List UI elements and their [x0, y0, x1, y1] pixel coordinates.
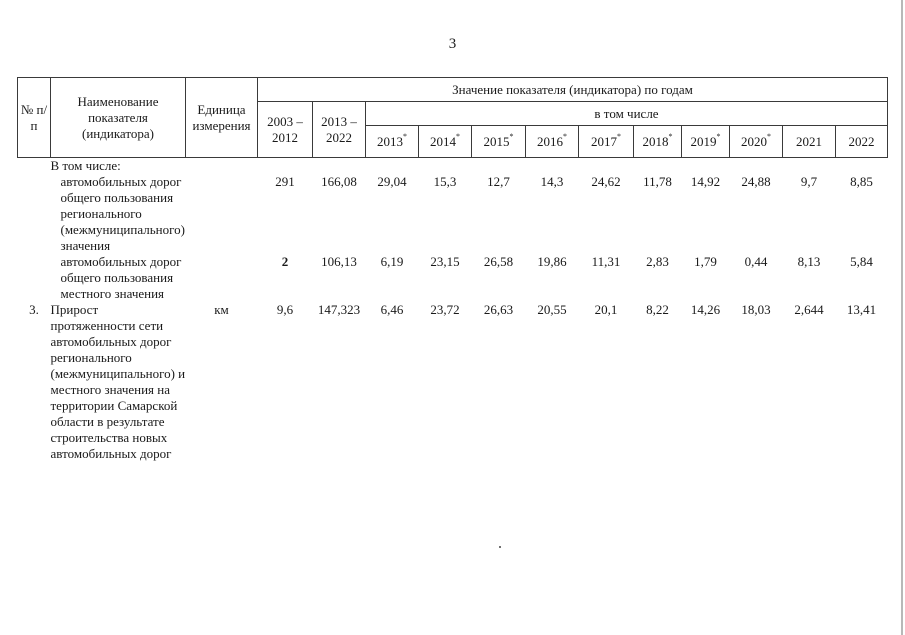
row-value: 9,7 [800, 174, 818, 189]
row-index [18, 158, 51, 175]
page-number: 3 [448, 36, 457, 52]
row-name: В том числе: [50, 158, 121, 173]
row-value: 2,83 [646, 254, 669, 269]
row-value: 19,86 [537, 254, 567, 269]
row-value [730, 158, 783, 175]
row-value: 291 [275, 174, 295, 189]
row-value: 14,26 [690, 302, 721, 317]
row-value [419, 158, 472, 175]
row-unit [186, 174, 258, 254]
row-value: 2 [281, 254, 289, 269]
row-value: 18,03 [741, 302, 771, 317]
row-index [18, 174, 51, 254]
row-name: автомобильных дорог общего пользования местного значения [60, 254, 182, 301]
header-year: 2019* [682, 126, 730, 158]
row-value: 11,78 [643, 174, 672, 189]
header-year: 2016* [526, 126, 579, 158]
row-value: 6,19 [380, 254, 404, 269]
header-year: 2014* [419, 126, 472, 158]
row-value [526, 158, 579, 175]
row-index: 3. [29, 302, 39, 317]
header-subgroup-title: в том числе [366, 102, 888, 126]
row-value: 26,58 [483, 254, 514, 269]
table-header [18, 78, 888, 158]
row-value [579, 158, 634, 175]
row-value: 24,88 [741, 174, 771, 189]
header-index: № п/п [18, 78, 51, 158]
table-row [18, 174, 888, 254]
header-unit: Единица измерения [186, 78, 258, 158]
row-value: 9,6 [276, 302, 294, 317]
header-group-title: Значение показателя (индикатора) по годам [258, 78, 888, 102]
row-value: 23,72 [430, 302, 460, 317]
row-value: 23,15 [430, 254, 460, 269]
row-value: 147,323 [317, 302, 361, 317]
row-value: 12,7 [487, 174, 510, 189]
row-value: 20,1 [594, 302, 618, 317]
row-value: 11,31 [591, 254, 621, 269]
row-value: 13,41 [846, 302, 877, 317]
row-value: 0,44 [744, 254, 768, 269]
row-value [682, 158, 730, 175]
row-unit [186, 254, 258, 302]
row-value: 14,3 [540, 174, 564, 189]
row-value: 2,644 [794, 302, 824, 317]
row-value: 29,04 [377, 174, 407, 189]
header-name: Наименование показателя (индикатора) [51, 78, 186, 158]
scan-speck [499, 546, 501, 548]
header-period-2: 2013 – 2022 [313, 102, 366, 158]
scan-edge [901, 0, 903, 635]
table-row [18, 254, 888, 302]
header-year: 2021 [783, 126, 836, 158]
indicators-table [17, 77, 888, 462]
row-value: 1,79 [694, 254, 717, 269]
row-name: автомобильных дорог общего пользования регионального (межмуниципального) значения [60, 174, 185, 253]
row-value: 20,55 [537, 302, 567, 317]
row-value: 26,63 [483, 302, 514, 317]
row-value: 14,92 [690, 174, 721, 189]
row-value: 6,46 [380, 302, 404, 317]
row-value [472, 158, 526, 175]
row-value [258, 158, 313, 175]
row-unit: км [214, 302, 229, 317]
header-year: 2022 [836, 126, 888, 158]
row-value [313, 158, 366, 175]
row-value: 106,13 [321, 254, 357, 269]
row-value [634, 158, 682, 175]
table-row [18, 302, 888, 462]
row-value: 8,22 [646, 302, 669, 317]
row-value: 5,84 [850, 254, 873, 269]
header-period-1: 2003 – 2012 [258, 102, 313, 158]
row-value: 15,3 [433, 174, 457, 189]
row-value: 24,62 [591, 174, 621, 189]
row-index [18, 254, 51, 302]
table-row [18, 158, 888, 175]
row-unit [186, 158, 258, 175]
row-value: 8,13 [797, 254, 821, 269]
row-value [783, 158, 836, 175]
row-value: 8,85 [850, 174, 873, 189]
header-year: 2015* [472, 126, 526, 158]
row-value: 166,08 [321, 174, 357, 189]
header-year: 2018* [634, 126, 682, 158]
header-year: 2017* [579, 126, 634, 158]
header-year: 2013* [366, 126, 419, 158]
row-value [366, 158, 419, 175]
header-year: 2020* [730, 126, 783, 158]
row-name: Прирост протяженности сети автомобильных дорог регионального (межмуниципального) и местного значения на территории Самарской области в результате строительства новых автомобильных дорог [50, 302, 186, 461]
row-value [836, 158, 888, 175]
